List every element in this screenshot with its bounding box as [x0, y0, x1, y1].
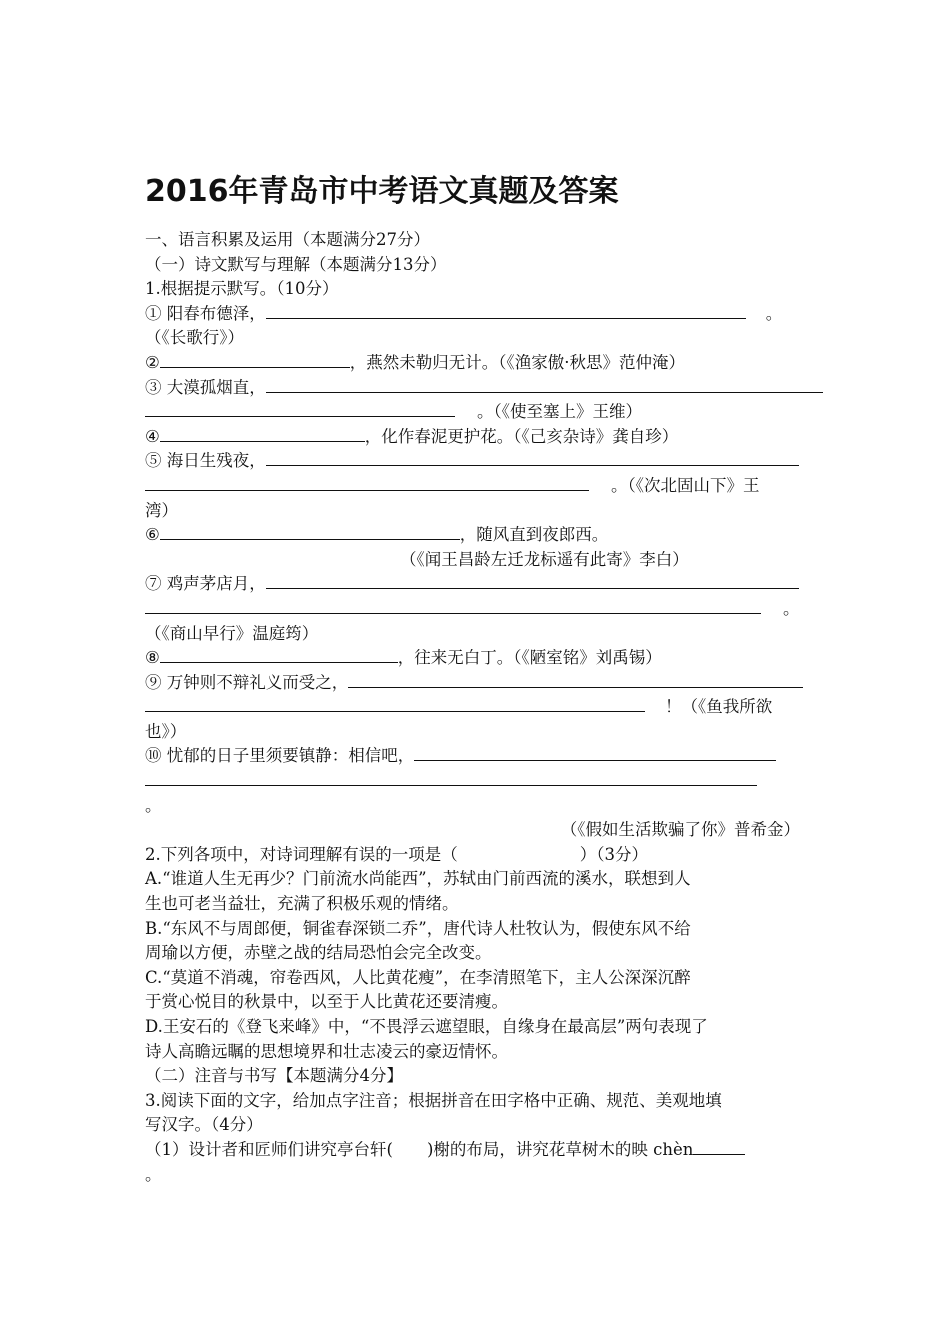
- answer-blank[interactable]: [414, 744, 776, 761]
- answer-blank[interactable]: [266, 376, 823, 393]
- option-c-line1: C.“莫道不消魂，帘卷西风，人比黄花瘦”，在李清照笔下，主人公深深沉醉: [145, 967, 691, 987]
- item-7-source: （《商山早行》温庭筠）: [145, 623, 319, 643]
- item-4: [145, 425, 818, 450]
- option-d-line1: D.王安石的《登飞来峰》中，“不畏浮云遮望眼，自缘身在最高层”两句表现了: [145, 1017, 708, 1036]
- item-7-text: ⑦ 鸡声茅店月，: [145, 574, 266, 594]
- item-7-cont: [145, 597, 818, 622]
- subsection-heading-2: （二）注音与书写【本题满分4分】: [145, 1066, 403, 1086]
- item-1: [145, 302, 818, 327]
- answer-blank[interactable]: [266, 302, 746, 319]
- answer-blank[interactable]: [145, 597, 761, 614]
- item-10-source: （《假如生活欺骗了你》普希金）: [560, 820, 800, 840]
- subsection-heading: （一）诗文默写与理解（本题满分13分）: [145, 254, 447, 274]
- item-10-text: ⑩ 忧郁的日子里须要镇静：相信吧，: [145, 746, 415, 766]
- question-2-score: ）（3分）: [579, 844, 648, 864]
- item-4-text: ，化作春泥更护花。（《己亥杂诗》龚自珍）: [364, 426, 679, 446]
- item-6: [145, 523, 818, 548]
- answer-blank[interactable]: [145, 695, 645, 712]
- item-5-cont: [145, 474, 818, 499]
- answer-blank[interactable]: [160, 425, 365, 442]
- item-6-text: ，随风直到夜郎西。: [459, 525, 609, 545]
- part1-text: （1）设计者和匠师们讲究亭台轩(: [145, 1139, 393, 1159]
- answer-blank[interactable]: [160, 523, 460, 540]
- item-7: [145, 572, 818, 597]
- item-3-text: ③ 大漠孤烟直，: [145, 377, 266, 397]
- item-6-source: （《闻王昌龄左迁龙标遥有此寄》李白）: [400, 549, 689, 569]
- item-2-number: ②: [145, 352, 160, 372]
- item-10-end: 。: [145, 795, 162, 815]
- question-2-stem: 2.下列各项中，对诗词理解有误的一项是（: [145, 844, 458, 864]
- item-10: [145, 744, 818, 769]
- option-c-line2: 于赏心悦目的秋景中，以至于人比黄花还要清瘦。: [145, 992, 508, 1012]
- option-b-line1: B.“东风不与周郎便，铜雀春深锁二乔”，唐代诗人杜牧认为，假使东风不给: [145, 918, 691, 938]
- item-2-text: ，燕然未勒归无计。（《渔家傲·秋思》范仲淹）: [349, 352, 686, 372]
- answer-blank[interactable]: [266, 449, 799, 466]
- answer-blank[interactable]: [145, 400, 455, 417]
- item-5: [145, 449, 818, 474]
- item-9: [145, 671, 818, 696]
- item-9-source-end: 也》）: [145, 721, 187, 741]
- item-10-cont: [145, 769, 818, 794]
- item-1-source: （《长歌行》）: [145, 328, 244, 348]
- item-3-cont: [145, 400, 818, 425]
- answer-blank[interactable]: [266, 572, 799, 589]
- answer-blank[interactable]: [145, 769, 757, 786]
- item-5-source-end: 湾）: [145, 500, 178, 520]
- option-a-line1: A.“谁道人生无再少？门前流水尚能西”，苏轼由门前西流的溪水，联想到人: [145, 869, 691, 889]
- item-2: [145, 351, 818, 376]
- answer-blank[interactable]: [693, 1138, 745, 1155]
- section-heading: 一、语言积累及运用（本题满分27分）: [145, 230, 430, 249]
- question-3-line1: 3.阅读下面的文字，给加点字注音；根据拼音在田字格中正确、规范、美观地填: [145, 1090, 722, 1110]
- item-9-source: ！（《鱼我所欲: [665, 697, 773, 717]
- item-8: [145, 646, 818, 671]
- option-b-line2: 周瑜以方便，赤壁之战的结局恐怕会完全改变。: [145, 943, 492, 963]
- item-7-end: 。: [783, 598, 800, 618]
- item-4-number: ④: [145, 426, 160, 446]
- item-8-number: ⑧: [145, 648, 160, 668]
- page-title: 2016年青岛市中考语文真题及答案: [145, 174, 619, 209]
- question-3-part1: [145, 1138, 818, 1163]
- item-5-source: 。（《次北固山下》王: [611, 475, 760, 495]
- item-1-end: 。: [765, 303, 783, 323]
- question-1: 1.根据提示默写。（10分）: [145, 279, 339, 299]
- item-9-cont: [145, 695, 818, 720]
- document-content: [145, 170, 818, 1187]
- option-a-line2: 生也可老当益壮，充满了积极乐观的情绪。: [145, 894, 459, 914]
- question-3-part1-end: 。: [145, 1164, 162, 1184]
- item-8-text: ，往来无白丁。（《陋室铭》刘禹锡）: [397, 648, 662, 668]
- item-3: [145, 376, 818, 401]
- answer-blank[interactable]: [160, 351, 350, 368]
- option-d-line2: 诗人高瞻远瞩的思想境界和壮志凌云的豪迈情怀。: [145, 1041, 508, 1061]
- item-6-number: ⑥: [145, 525, 160, 545]
- answer-blank[interactable]: [348, 671, 803, 688]
- question-2: [145, 843, 818, 868]
- answer-blank[interactable]: [145, 474, 589, 491]
- answer-blank[interactable]: [160, 646, 398, 663]
- item-3-source: 。（《使至塞上》王维）: [477, 402, 642, 422]
- part1-text-cont: )榭的布局，讲究花草树木的映 chèn: [426, 1139, 694, 1159]
- item-9-text: ⑨ 万钟则不辩礼义而受之，: [145, 672, 349, 692]
- item-1-text: ① 阳春布德泽，: [145, 303, 266, 323]
- question-3-line2: 写汉字。（4分）: [145, 1115, 263, 1135]
- item-5-text: ⑤ 海日生残夜，: [145, 451, 266, 471]
